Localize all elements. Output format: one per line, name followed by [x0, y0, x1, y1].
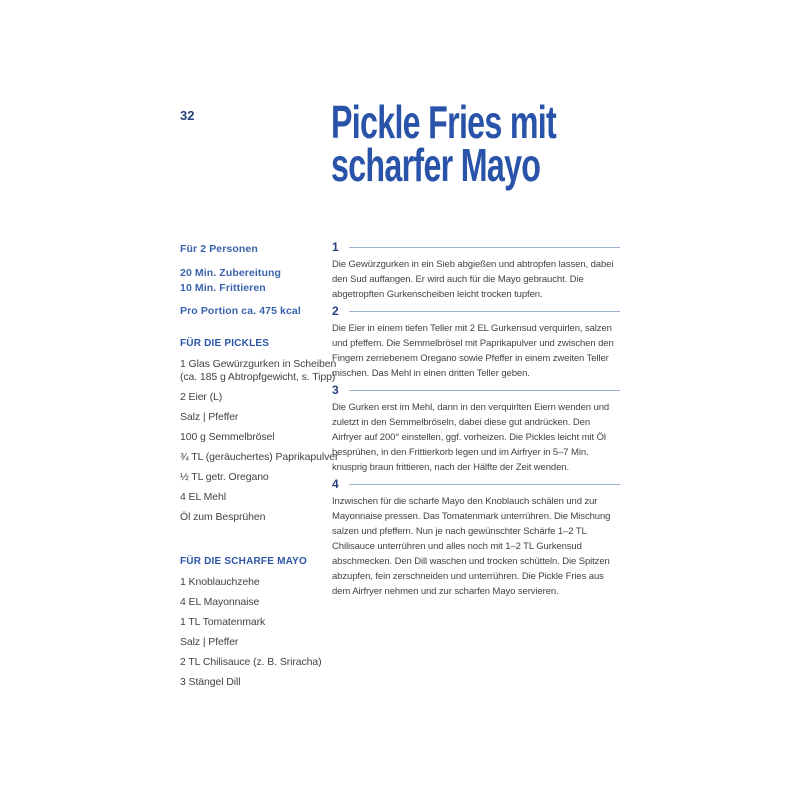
ingredient-item: Öl zum Besprühen: [180, 511, 266, 523]
step-rule: [349, 390, 620, 391]
ingredient-item: 1 TL Tomatenmark: [180, 616, 266, 628]
recipe-title-line2: scharfer Mayo: [331, 139, 541, 191]
page-number: 32: [180, 108, 195, 123]
calories-info: Pro Portion ca. 475 kcal: [180, 305, 301, 317]
ingredient-item: ¾ TL (geräuchertes) Paprikapulver: [180, 451, 339, 463]
step-3-header: [332, 383, 620, 397]
mayo-ingredient-list: [180, 576, 340, 696]
fry-time: 10 Min. Frittieren: [180, 282, 266, 294]
ingredient-item: 4 EL Mayonnaise: [180, 596, 260, 608]
step-number: 3: [332, 383, 339, 397]
recipe-title-line1: Pickle Fries mit: [331, 96, 557, 148]
step-text: Die Eier in einem tiefen Teller mit 2 EL Gurkensud verquirlen, salzen und pfeffern. Die Semmelbrösel mit Paprikapulver und zwischen den Fingern zerriebenem Oregano sowie Pfeffer in einem zweiten Teller mischen. Das Mehl in einen dritten Teller geben.: [332, 323, 614, 379]
ingredient-item: 2 Eier (L): [180, 391, 223, 403]
step-2-header: [332, 304, 620, 318]
ingredient-item: 1 Knoblauchzehe: [180, 576, 260, 588]
step-3: [332, 383, 620, 475]
step-2: [332, 304, 620, 381]
ingredient-item: 4 EL Mehl: [180, 491, 226, 503]
step-4-header: [332, 477, 620, 491]
time-info: [180, 266, 340, 296]
recipe-title: [331, 96, 557, 191]
step-text: Die Gurken erst im Mehl, dann in den verquirlten Eiern wenden und zuletzt in den Semmelbröseln, dabei diese gut andrücken. Den Airfryer auf 200° einstellen, ggf. vorheizen. Die Pickles leicht mit Öl besprühen, in den Frittierkorb legen und im Airfryer in 5–7 Min. knusprig braun frittieren, nach der Hälfte der Zeit wenden.: [332, 402, 610, 473]
step-number: 1: [332, 240, 339, 254]
servings-info: Für 2 Personen: [180, 243, 258, 255]
step-text: Die Gewürzgurken in ein Sieb abgießen und abtropfen lassen, dabei den Sud auffangen. Er wird auch für die Mayo gebraucht. Die abgetropften Gurkenscheiben leicht trocken tupfen.: [332, 259, 614, 300]
step-rule: [349, 311, 620, 312]
ingredient-item: 2 TL Chilisauce (z. B. Sriracha): [180, 656, 322, 668]
mayo-ingredients-heading: FÜR DIE SCHARFE MAYO: [180, 556, 307, 567]
ingredient-item: ½ TL getr. Oregano: [180, 471, 269, 483]
step-number: 4: [332, 477, 339, 491]
step-number: 2: [332, 304, 339, 318]
step-rule: [349, 247, 620, 248]
prep-time: 20 Min. Zubereitung: [180, 267, 282, 279]
ingredient-item: 100 g Semmelbrösel: [180, 431, 275, 443]
ingredient-item: 3 Stängel Dill: [180, 676, 241, 688]
ingredient-item: Salz | Pfeffer: [180, 636, 239, 648]
step-4: [332, 477, 620, 599]
step-text: Inzwischen für die scharfe Mayo den Knoblauch schälen und zur Mayonnaise pressen. Das Tomatenmark unterrühren. Die Mischung salzen und pfeffern. Nun je nach gewünschter Schärfe 1–2 TL Chilisauce unterrühren und alles noch mit 1–2 TL Gurkensud abschmecken. Den Dill waschen und trocken schütteln. Die Spitzen abzupfen, fein zerschneiden und unterrühren. Die Pickle Fries aus dem Airfryer nehmen und zur scharfen Mayo servieren.: [332, 496, 611, 597]
pickles-ingredients-heading: FÜR DIE PICKLES: [180, 338, 270, 349]
ingredient-item: Salz | Pfeffer: [180, 411, 239, 423]
instructions: [332, 240, 620, 601]
ingredient-item: 1 Glas Gewürzgurken in Scheiben (ca. 185 g Abtropfgewicht, s. Tipp): [180, 358, 337, 383]
step-1-header: [332, 240, 620, 254]
step-rule: [349, 484, 620, 485]
step-1: [332, 240, 620, 302]
pickles-ingredient-list: [180, 358, 340, 531]
